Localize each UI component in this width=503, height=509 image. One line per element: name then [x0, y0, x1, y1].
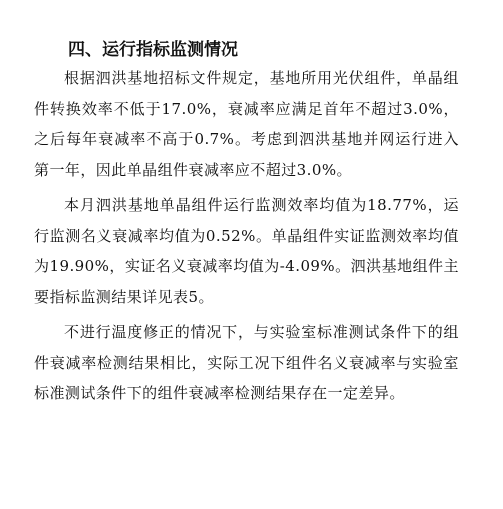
paragraph-temperature-correction-note: 不进行温度修正的情况下，与实验室标准测试条件下的组件衰减率检测结果相比，实际工况下组件名义衰减率与实验室标准测试条件下的组件衰减率检测结果存在一定差异。	[34, 323, 459, 402]
section-heading: 四、运行指标监测情况	[68, 40, 238, 60]
paragraph-efficiency-requirements: 根据泗洪基地招标文件规定，基地所用光伏组件，单晶组件转换效率不低于17.0%，衰减率应满足首年不超过3.0%，之后每年衰减率不高于0.7%。考虑到泗洪基地并网运行进入第一年，因此单晶组件衰减率应不超过3.0%。	[34, 69, 459, 179]
paragraph-monitoring-results: 本月泗洪基地单晶组件运行监测效率均值为18.77%，运行监测名义衰减率均值为0.52%。单晶组件实证监测效率均值为19.90%，实证名义衰减率均值为-4.09%。泗洪基地组件主要指标监测结果详见表5。	[34, 196, 459, 306]
